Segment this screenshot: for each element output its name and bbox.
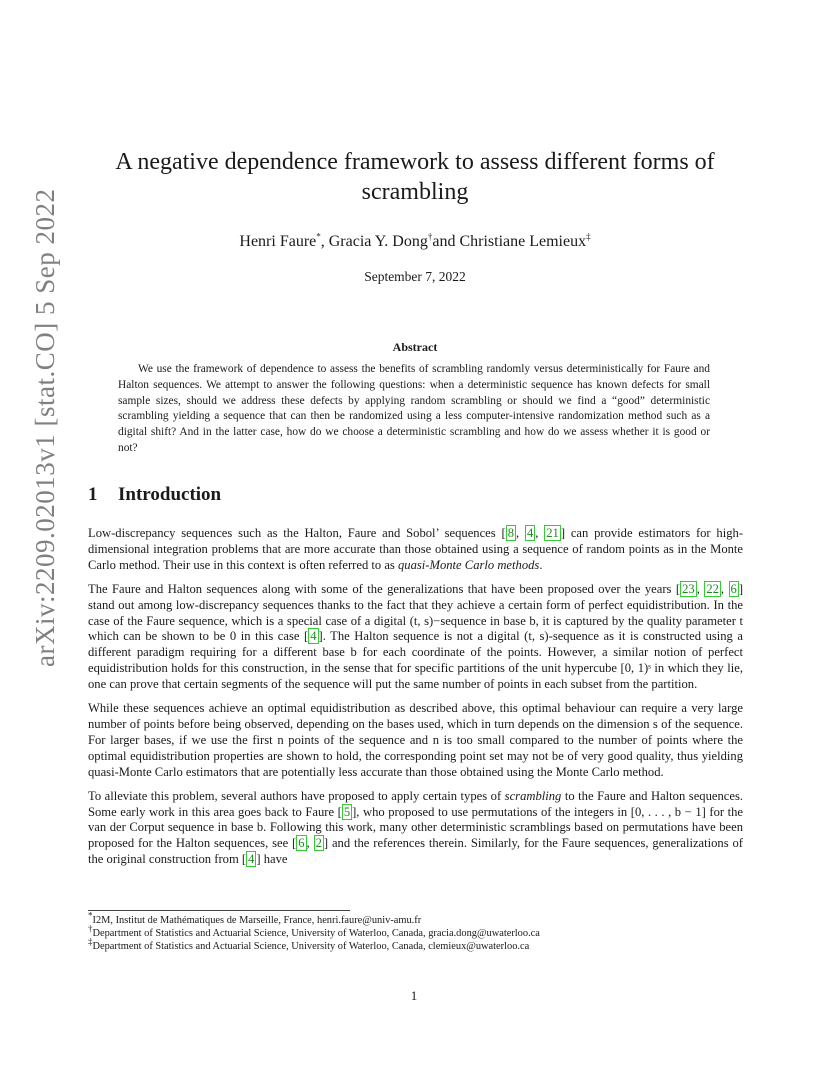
citation-link[interactable]: 21	[546, 526, 559, 540]
paragraph: To alleviate this problem, several authors have proposed to apply certain types of scrambling to the Faure and Halton sequences. Some early work in this area goes back to Faure [ 5 ], who proposed to use permutations of the integers in [0, . . . , b − 1] for the van der Corput sequence in base b. Following this work, many other deterministic scramblings based on permutations have been proposed for the Halton sequences, see [ 6 , 2 ] and the references therein. Similarly, for the Faure sequences, generalizations of the original construction from [ 4 ] have	[88, 788, 743, 867]
citation-link[interactable]: 6	[298, 836, 305, 851]
footnotes	[88, 910, 748, 953]
author-name: Henri Faure	[239, 233, 317, 250]
footnote-divider	[88, 910, 350, 911]
paragraph: While these sequences achieve an optimal equidistribution as described above, this optimal behaviour can require a very large number of points before being observed, depending on the bases used, which in turn depends on the dimension s of the sequence. For larger bases, if we use the first n points of the sequence and n is too small compared to the number of points where the optimal equidistribution properties are shown to hold, the corresponding point set may not be of very good quality, thus yielding quasi-Monte Carlo estimators that are potentially less accurate than those obtained using the Monte Carlo method.	[88, 701, 743, 779]
body-text	[88, 526, 743, 876]
citation-link[interactable]: 4	[248, 852, 255, 867]
section-number: 1	[88, 484, 98, 505]
footnote: *I2M, Institut de Mathématiques de Marseille, France, henri.faure@univ-amu.fr	[88, 910, 422, 926]
abstract-text: We use the framework of dependence to assess the benefits of scrambling randomly versus deterministically for Faure and Halton sequences. We attempt to answer the following questions: when a deterministic sequence has known defects for small sample sizes, should we address these defects by applying random scrambling or should we find a “good” deterministic scrambling yielding a sequence that can then be randomized using a less computer-intensive randomization method such as a digital shift? And in the latter case, how do we choose a deterministic scrambling and how do we assess whether it is good or not?	[118, 363, 710, 454]
citation-link[interactable]: 23	[682, 581, 695, 596]
citation-link[interactable]: 8	[507, 526, 514, 540]
section-heading	[88, 484, 221, 506]
author-name: Christiane Lemieux	[459, 233, 587, 250]
citation-link[interactable]: 22	[706, 581, 719, 596]
author-list: Henri Faure*, Gracia Y. Dong†and Christiane Lemieux‡	[239, 231, 591, 250]
footnote-mark[interactable]: ‡	[586, 231, 591, 242]
footnote: †Department of Statistics and Actuarial Science, University of Waterloo, Canada, gracia.dong@uwaterloo.ca	[88, 923, 540, 939]
citation-link[interactable]: 5	[343, 804, 351, 819]
author-name: Gracia Y. Dong	[328, 233, 428, 250]
paragraph: The Faure and Halton sequences along with some of the generalizations that have been proposed over the years [ 23 , 22 , 6 ] stand out among low-discrepancy sequences thanks to the fact that they achieve a certain form of perfect equidistribution. In the case of the Faure sequence, which is a special case of a digital (t, s)−sequence in base b, it is captured by the quality parameter t which can be shown to be 0 in this case [ 4 ]. The Halton sequence is not a digital (t, s)-sequence as it is constructed using a different paradigm requiring for a different base b for each coordinate of the points. However, a similar notion of perfect equidistribution holds for this construction, in the sense that for specific partitions of the unit hypercube [0, 1)ˢ in which they lie, one can prove that certain segments of the sequence will put the same number of points in each subset from the partition.	[88, 581, 744, 692]
footnote-mark[interactable]: †	[427, 231, 433, 242]
citation-link[interactable]: 2	[315, 836, 322, 851]
page-number: 1	[410, 988, 418, 1003]
citation-link[interactable]: 4	[310, 629, 317, 644]
paragraph: Low-discrepancy sequences such as the Halton, Faure and Sobol’ sequences [ 8 , 4 , 21 ] can provide estimators for high-dimensional integration problems that are more accurate than those obtained using a sequence of random points as in the Monte Carlo method. Their use in this context is often referred to as quasi-Monte Carlo methods.	[88, 526, 744, 572]
paper-date: September 7, 2022	[364, 269, 466, 284]
footnote: ‡Department of Statistics and Actuarial Science, University of Waterloo, Canada, clemieux@uwaterloo.ca	[88, 936, 530, 952]
abstract-heading: Abstract	[392, 340, 438, 354]
citation-link[interactable]: 4	[526, 526, 534, 540]
section-title: Introduction	[118, 484, 222, 505]
arxiv-identifier[interactable]: arXiv:2209.02013v1 [stat.CO] 5 Sep 2022	[30, 188, 60, 667]
citation-link[interactable]: 6	[730, 581, 737, 596]
paper-title: A negative dependence framework to assess different forms of scrambling	[115, 149, 715, 205]
footnote-mark[interactable]: *	[316, 231, 321, 242]
